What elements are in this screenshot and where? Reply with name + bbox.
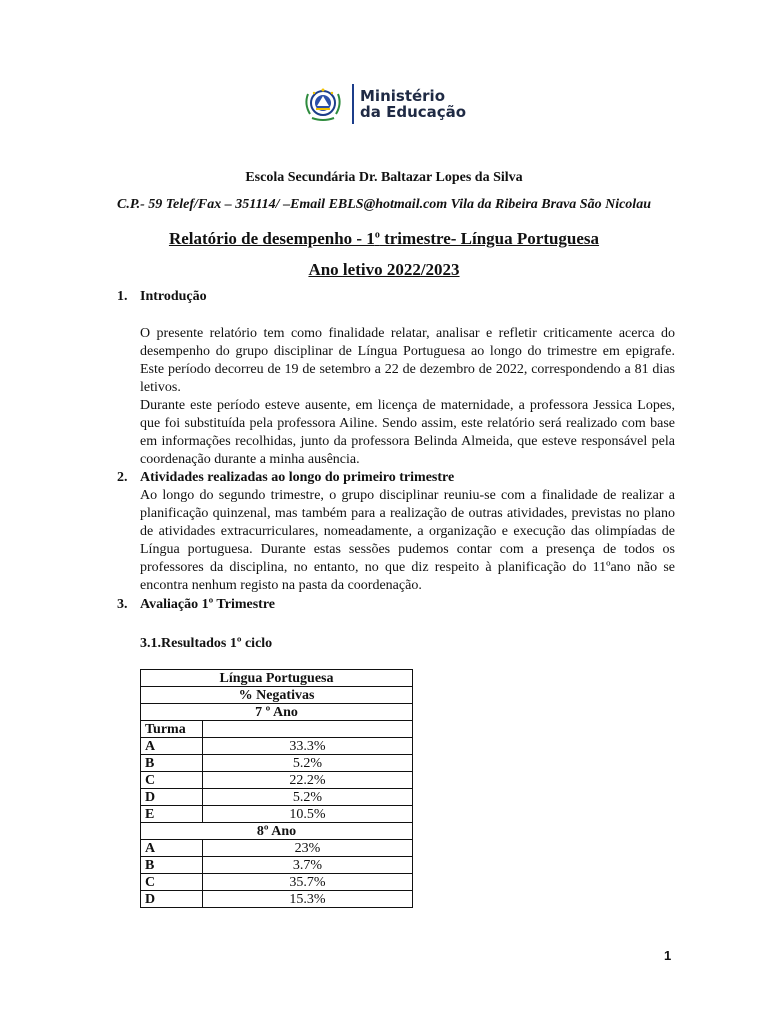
school-name: Escola Secundária Dr. Baltazar Lopes da Silva — [245, 170, 523, 185]
table-row — [141, 840, 413, 857]
table-subtitle: % Negativas — [141, 687, 413, 704]
turma-cell: A — [141, 738, 203, 755]
subsection-3-1-title: 3.1.Resultados 1º ciclo — [140, 636, 273, 651]
ministry-name-line2: da Educação — [360, 103, 467, 121]
results-table — [140, 669, 413, 908]
turma-cell: C — [141, 874, 203, 891]
school-year-title: Ano letivo 2022/2023 — [308, 260, 460, 279]
table-title-row — [141, 670, 413, 687]
value-cell: 5.2% — [203, 755, 413, 772]
section-2-title: Atividades realizadas ao longo do primeiro trimestre — [140, 470, 455, 485]
table-title: Língua Portuguesa — [141, 670, 413, 687]
logo-divider — [352, 84, 354, 124]
year-label: 8º Ano — [141, 823, 413, 840]
table-subtitle-row — [141, 687, 413, 704]
year-8-row — [141, 823, 413, 840]
table-row — [141, 772, 413, 789]
value-cell: 10.5% — [203, 806, 413, 823]
section-2-heading — [117, 470, 454, 486]
ministry-name-line1: Ministério — [360, 87, 446, 105]
section-2-paragraph: Ao longo do segundo trimestre, o grupo disciplinar reuniu-se com a finalidade de realizar a planificação quinzenal, mas também para a realização de outras atividades, previstas no plano de atividades extracurriculares, nomeadamente, a organização e execução das olimpíadas de Língua portuguesa. Durante estas sessões pudemos contar com a presença de todos os professores da disciplina, no entanto, no que diz respeito à planificação do 11ºano não se encontra nenhum registo na pasta da coordenação. — [140, 488, 675, 593]
year-7-row — [141, 704, 413, 721]
value-cell: 3.7% — [203, 857, 413, 874]
report-title-pre: Relatório de desempenho - 1 — [168, 229, 375, 248]
section-1-title: Introdução — [140, 289, 207, 304]
report-title-post: trimestre- Língua Portuguesa — [379, 229, 600, 248]
section-3-title: Avaliação 1º Trimestre — [140, 597, 275, 612]
section-3-heading — [117, 597, 275, 613]
turma-cell: E — [141, 806, 203, 823]
table-row — [141, 891, 413, 908]
table-row — [141, 789, 413, 806]
turma-cell: B — [141, 857, 203, 874]
table-row — [141, 857, 413, 874]
table-row — [141, 806, 413, 823]
section-1-paragraph-1: O presente relatório tem como finalidade relatar, analisar e refletir criticamente acerca do desempenho do grupo disciplinar de Língua Portuguesa ao longo do trimestre em epigrafe. Este período decorreu de 19 de setembro a 22 de dezembro de 2022, correspondendo a 81 dias letivos. — [140, 326, 675, 395]
ministry-name — [360, 88, 466, 120]
report-title-sup: o — [374, 229, 380, 241]
turma-cell: D — [141, 789, 203, 806]
school-contact: C.P.- 59 Telef/Fax – 351114/ –Email EBLS@hotmail.com Vila da Ribeira Brava São Nicolau — [117, 197, 651, 212]
section-1-paragraph-2: Durante este período esteve ausente, em licença de maternidade, a professora Jessica Lopes, que foi substituída pela professora Ailine. Sendo assim, este relatório será realizado com base em informações recolhidas, junto da professora Belinda Almeida, que esteve responsável pela coordenação durante a minha ausência. — [140, 398, 675, 467]
value-cell: 23% — [203, 840, 413, 857]
column-header-row — [141, 721, 413, 738]
section-1-heading — [117, 289, 207, 305]
turma-cell: D — [141, 891, 203, 908]
report-title — [0, 229, 768, 249]
table-row — [141, 755, 413, 772]
turma-cell: B — [141, 755, 203, 772]
turma-cell: A — [141, 840, 203, 857]
table-row — [141, 874, 413, 891]
page-number: 1 — [664, 948, 672, 963]
value-cell: 22.2% — [203, 772, 413, 789]
value-cell: 35.7% — [203, 874, 413, 891]
value-cell: 5.2% — [203, 789, 413, 806]
section-3-number: 3. — [117, 597, 128, 612]
section-1-number: 1. — [117, 289, 128, 304]
national-seal-icon — [298, 84, 348, 124]
table-row — [141, 738, 413, 755]
section-2-number: 2. — [117, 470, 128, 485]
turma-header: Turma — [141, 721, 203, 738]
ministry-logo — [298, 84, 466, 124]
value-cell: 33.3% — [203, 738, 413, 755]
empty-header-cell — [203, 721, 413, 738]
value-cell: 15.3% — [203, 891, 413, 908]
turma-cell: C — [141, 772, 203, 789]
year-label: 7 º Ano — [141, 704, 413, 721]
